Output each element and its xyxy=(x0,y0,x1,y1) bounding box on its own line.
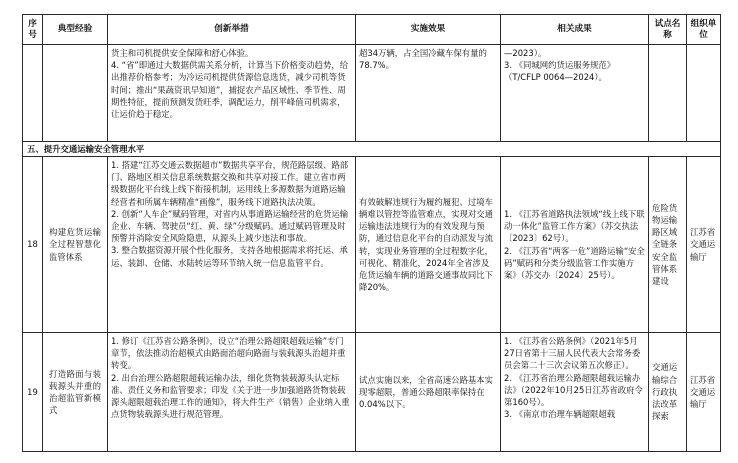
table-row xyxy=(23,333,721,452)
innovation-text: 3. 整合数据资源开展个性化服务，支持各地根据需求将托运、承运、装卸、仓储、水陆转运等环节纳入统一信息监管平台。 xyxy=(111,245,348,268)
section-title: 五、提升交通运输安全管理水平 xyxy=(23,142,721,157)
row-number: 19 xyxy=(23,333,43,452)
header-experience: 典型经验 xyxy=(43,15,108,45)
effect-cell xyxy=(356,45,501,142)
innovation-cell xyxy=(108,157,356,333)
results-text: 3. 《南京市治理车辆超限超载 xyxy=(504,409,616,420)
effect-text: 超34万辆，占全国冷藏车保有量的78.7%。 xyxy=(359,48,487,71)
header-unit: 组织单位 xyxy=(687,15,721,45)
organizing-unit: 江苏省交通运输厅 xyxy=(687,333,721,452)
header-no: 序号 xyxy=(23,15,43,45)
header-pilot: 试点名称 xyxy=(649,15,687,45)
pilot-name: 危险货物运输路区域全链条安全监管体系建设 xyxy=(649,157,687,333)
experience-cell: 打造路面与装载源头并重的治超监管新模式 xyxy=(43,333,108,452)
experience-cell: 构建危货运输全过程智慧化监管体系 xyxy=(43,157,108,333)
effect-cell: 有效破解违规行为履约履犯、过境车辆难以管控等监管难点，实现对交通运输违法违规行为的有效发现与预防，通过信息化平台的自动派发与流转，实现业务管理的全过程数字化，可视化、精准化，2024年全省涉及危货运输车辆的道路交通事故同比下降20%。 xyxy=(356,157,501,333)
innovation-text: 2. 出台治理公路超限超载运输办法，细化货物装载源头认定标准、责任义务和监管要求；印发《关于进一步加强道路货物装载源头超限超载治理工作的通知》，将大件生产（销售）企业纳入重点货物装载源头进行规范管理。 xyxy=(111,372,350,420)
results-cell xyxy=(501,333,649,452)
header-effect: 实施效果 xyxy=(356,15,501,45)
header-results: 相关成果 xyxy=(501,15,649,45)
results-text: —2023）。 xyxy=(504,48,547,58)
row-number: 18 xyxy=(23,157,43,333)
header-innovation: 创新举措 xyxy=(108,15,356,45)
innovation-cell xyxy=(108,333,356,452)
innovation-text: 2. 创新“人车企”赋码管理，对省内从事道路运输经营的危货运输企业、车辆、驾驶员“红、黄、绿”分级赋码。通过赋码管理及时预警并消除安全风险隐患，从源头上减少违法和事故。 xyxy=(111,208,349,244)
table-row xyxy=(23,157,721,333)
pilot-name: 交通运输综合行政执法改革探索 xyxy=(649,333,687,452)
results-cell xyxy=(501,157,649,333)
results-text: 1. 《江苏省公路条例》（2021年5月27日省第十三届人民代表大会常务委员会第二十三次会议第五次修正）。 xyxy=(504,336,641,371)
results-cell xyxy=(501,45,649,142)
results-text: 3. 《同城网约货运服务规范》（T/CFLP 0064—2024）。 xyxy=(504,60,616,83)
innovation-text: 1. 搭建“江苏交通云数据超市”数据共享平台，规范路层级、路部门、路地区相关信息系统数据交换和共享对接工作。建立省市两级数据化平台线上线下衔接机制，运用线上多源数据为道路运输经营者和所属车辆精准“画像”，服务线下道路执法决策。 xyxy=(111,160,349,207)
header-row xyxy=(23,15,721,45)
table-row-continued xyxy=(23,45,721,142)
organizing-unit: 江苏省交通运输厅 xyxy=(687,157,721,333)
experience-table xyxy=(22,14,721,452)
effect-cell: 试点实施以来，全省高速公路基本实现零超限，普通公路超限率保持在0.04%以下。 xyxy=(356,333,501,452)
results-text: 2. 《江苏省治理公路超限超载运输办法》（2022年10月25日江苏省政府令第160号）。 xyxy=(504,372,643,408)
innovation-text: 4. “省”即通过大数据供需关系分析，计算当下价格变动趋势，给出推荐价格参考；为冷运司机提供货源信息选货，减少司机等货时间；推出“果蔬资讯早知道”，捕捉农产品区域性、季节性、周期性特征，提前预测发货旺季，调配运力，削平峰值司机需求，让运价趋于稳定。 xyxy=(111,60,349,120)
results-text: 2. 《江苏省“两客一危”道路运输“安全码”赋码和分类分级监管工作实施方案》（苏交办〔2024〕25号）。 xyxy=(504,245,645,280)
innovation-text: 1. 修订《江苏省公路条例》，设立“治理公路超限超载运输”专门章节，依法推动治超模式由路面治超向路面与装载源头治超并重转变。 xyxy=(111,336,346,371)
innovation-cell xyxy=(108,45,356,142)
results-text: 1. 《江苏省道路执法领域“线上线下联动一体化”监管工作方案》（苏交执法〔2023〕62号）。 xyxy=(504,208,645,244)
section-row xyxy=(23,142,721,157)
innovation-text: 货主和司机提供安全保障和舒心体验。 xyxy=(111,48,254,58)
